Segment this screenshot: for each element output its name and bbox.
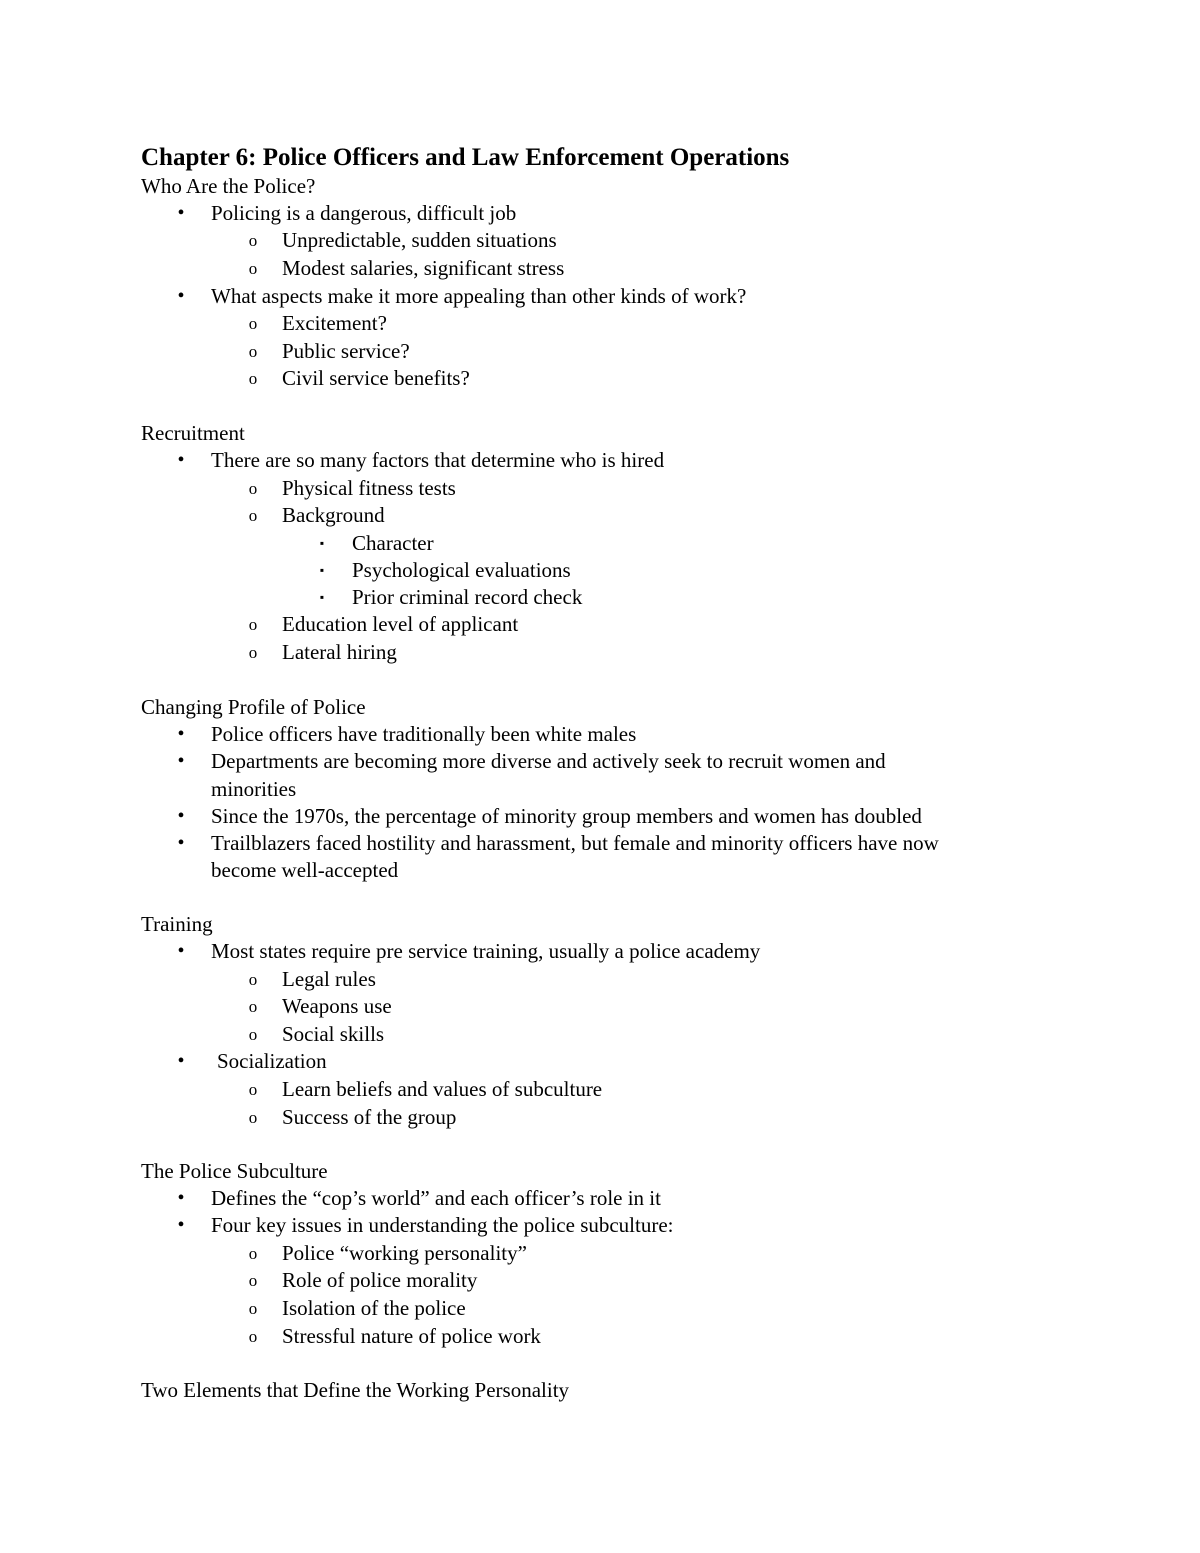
bullet-marker: • xyxy=(177,805,185,827)
list-item: Social skills xyxy=(282,1022,385,1046)
circle-bullet-marker: o xyxy=(248,231,258,250)
list-item: Background xyxy=(282,503,385,527)
bullet-marker: • xyxy=(177,202,185,224)
list-item: Most states require pre service training, usually a police academy xyxy=(211,939,761,963)
list-item: What aspects make it more appealing than other kinds of work? xyxy=(211,284,747,308)
section-heading: Training xyxy=(141,912,213,936)
circle-bullet-marker: o xyxy=(248,1299,258,1318)
circle-bullet-marker: o xyxy=(248,1025,258,1044)
list-item: Education level of applicant xyxy=(282,612,519,636)
circle-bullet-marker: o xyxy=(248,314,258,333)
circle-bullet-marker: o xyxy=(248,615,258,634)
circle-bullet-marker: o xyxy=(248,1271,258,1290)
list-item: Modest salaries, significant stress xyxy=(282,256,565,280)
circle-bullet-marker: o xyxy=(248,970,258,989)
circle-bullet-marker: o xyxy=(248,1080,258,1099)
list-item: There are so many factors that determine who is hired xyxy=(211,448,665,472)
circle-bullet-marker: o xyxy=(248,259,258,278)
circle-bullet-marker: o xyxy=(248,369,258,388)
list-item: Public service? xyxy=(282,339,410,363)
list-item: Defines the “cop’s world” and each officer’s role in it xyxy=(211,1186,661,1210)
list-item: Socialization xyxy=(217,1049,327,1073)
section-heading: Changing Profile of Police xyxy=(141,695,366,719)
circle-bullet-marker: o xyxy=(248,342,258,361)
circle-bullet-marker: o xyxy=(248,506,258,525)
list-item: Civil service benefits? xyxy=(282,366,470,390)
square-bullet-marker: ▪ xyxy=(319,590,325,604)
bullet-marker: • xyxy=(177,1187,185,1209)
circle-bullet-marker: o xyxy=(248,1327,258,1346)
list-item: Character xyxy=(352,531,434,555)
square-bullet-marker: ▪ xyxy=(319,563,325,577)
bullet-marker: • xyxy=(177,285,185,307)
list-item: Role of police morality xyxy=(282,1268,478,1292)
list-item: Four key issues in understanding the police subculture: xyxy=(211,1213,674,1237)
list-item: Weapons use xyxy=(282,994,392,1018)
list-item: Physical fitness tests xyxy=(282,476,456,500)
list-item: Police officers have traditionally been white males xyxy=(211,722,637,746)
list-item: Stressful nature of police work xyxy=(282,1324,541,1348)
list-item: Trailblazers faced hostility and harassment, but female and minority officers have now xyxy=(211,831,939,855)
bullet-marker: • xyxy=(177,1050,185,1072)
square-bullet-marker: ▪ xyxy=(319,536,325,550)
bullet-marker: • xyxy=(177,449,185,471)
list-item: Isolation of the police xyxy=(282,1296,466,1320)
bullet-marker: • xyxy=(177,1214,185,1236)
bullet-marker: • xyxy=(177,832,185,854)
section-heading: Who Are the Police? xyxy=(141,174,316,198)
bullet-marker: • xyxy=(177,940,185,962)
section-heading: The Police Subculture xyxy=(141,1159,328,1183)
circle-bullet-marker: o xyxy=(248,997,258,1016)
list-item: Psychological evaluations xyxy=(352,558,571,582)
circle-bullet-marker: o xyxy=(248,1244,258,1263)
list-item: Departments are becoming more diverse and actively seek to recruit women and xyxy=(211,749,886,773)
list-item: become well-accepted xyxy=(211,858,399,882)
bullet-marker: • xyxy=(177,750,185,772)
section-heading: Two Elements that Define the Working Personality xyxy=(141,1378,570,1402)
bullet-marker: • xyxy=(177,723,185,745)
list-item: minorities xyxy=(211,777,297,801)
list-item: Prior criminal record check xyxy=(352,585,583,609)
section-heading: Recruitment xyxy=(141,421,245,445)
list-item: Success of the group xyxy=(282,1105,457,1129)
list-item: Unpredictable, sudden situations xyxy=(282,228,557,252)
list-item: Since the 1970s, the percentage of minority group members and women has doubled xyxy=(211,804,922,828)
list-item: Legal rules xyxy=(282,967,376,991)
list-item: Excitement? xyxy=(282,311,387,335)
list-item: Police “working personality” xyxy=(282,1241,527,1265)
list-item: Learn beliefs and values of subculture xyxy=(282,1077,603,1101)
circle-bullet-marker: o xyxy=(248,479,258,498)
list-item: Lateral hiring xyxy=(282,640,397,664)
document-title: Chapter 6: Police Officers and Law Enforcement Operations xyxy=(141,144,790,171)
list-item: Policing is a dangerous, difficult job xyxy=(211,201,517,225)
circle-bullet-marker: o xyxy=(248,1108,258,1127)
circle-bullet-marker: o xyxy=(248,643,258,662)
